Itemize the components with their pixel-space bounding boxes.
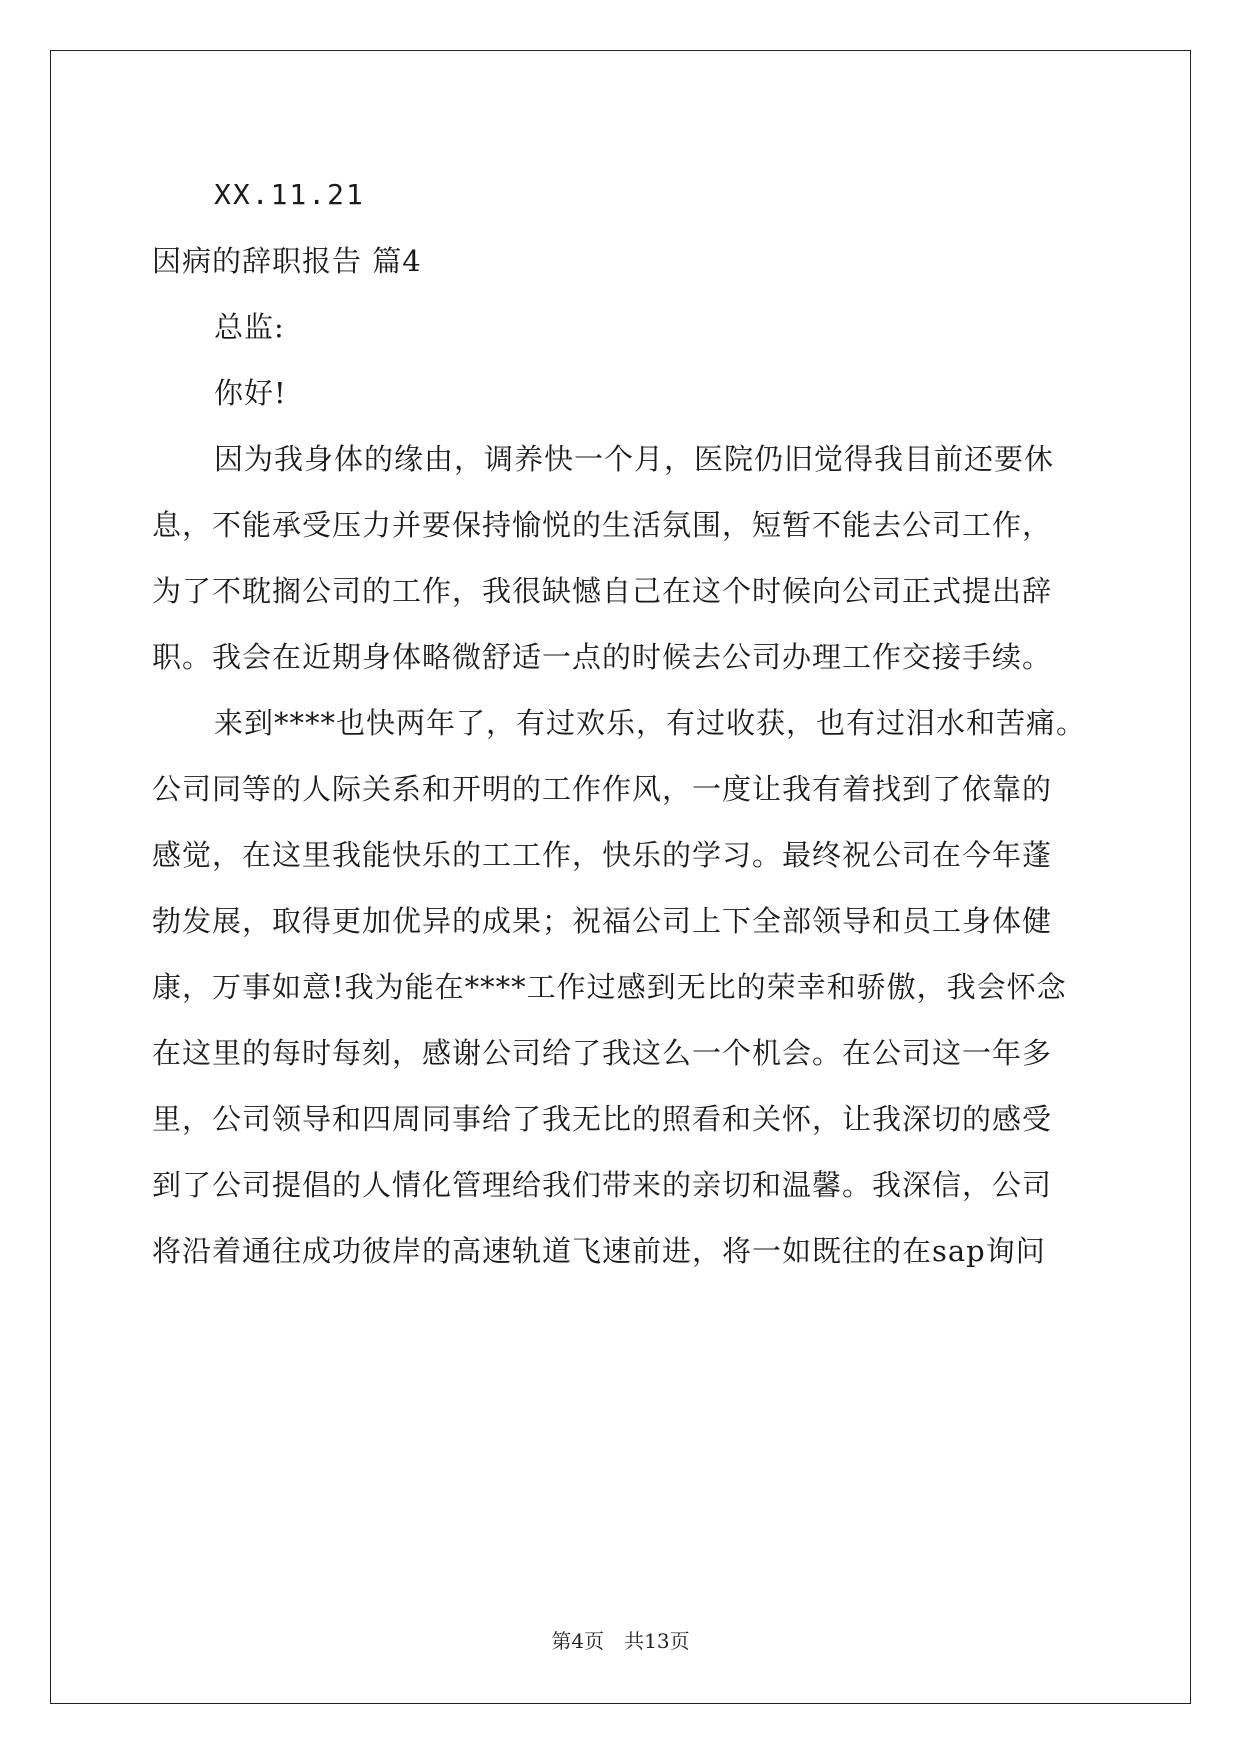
page-number-footer: 第4页 共13页 — [551, 1629, 690, 1653]
date-line: XX.11.21 — [214, 178, 365, 211]
document-body — [152, 162, 1092, 1284]
paragraph-line: 为了不耽搁公司的工作，我很缺憾自己在这个时候向公司正式提出辞 — [152, 574, 1053, 608]
paragraph-line: 勃发展，取得更加优异的成果；祝福公司上下全部领导和员工身体健 — [152, 904, 1053, 938]
paragraph-line: 息，不能承受压力并要保持愉悦的生活氛围，短暂不能去公司工作， — [152, 508, 1053, 542]
section-heading: 因病的辞职报告 篇4 — [152, 244, 422, 278]
paragraph-line: 将沿着通往成功彼岸的高速轨道飞速前进，将一如既往的在sap询问 — [152, 1234, 1046, 1268]
paragraph-1 — [152, 426, 1092, 690]
paragraph-line: 感觉，在这里我能快乐的工工作，快乐的学习。最终祝公司在今年蓬 — [152, 838, 1053, 872]
paragraph-line: 里，公司领导和四周同事给了我无比的照看和关怀，让我深切的感受 — [152, 1102, 1053, 1136]
paragraph-line: 到了公司提倡的人情化管理给我们带来的亲切和温馨。我深信，公司 — [152, 1168, 1053, 1202]
paragraph-line: 来到****也快两年了，有过欢乐，有过收获，也有过泪水和苦痛。 — [214, 706, 1087, 740]
paragraph-line: 因为我身体的缘由，调养快一个月，医院仍旧觉得我目前还要休 — [214, 442, 1055, 476]
paragraph-line: 公司同等的人际关系和开明的工作作风，一度让我有着找到了依靠的 — [152, 772, 1053, 806]
greeting: 你好! — [214, 376, 287, 410]
salutation: 总监: — [214, 310, 285, 344]
paragraph-line: 职。我会在近期身体略微舒适一点的时候去公司办理工作交接手续。 — [152, 640, 1053, 674]
paragraph-line: 在这里的每时每刻，感谢公司给了我这么一个机会。在公司这一年多 — [152, 1036, 1053, 1070]
paragraph-line: 康，万事如意!我为能在****工作过感到无比的荣幸和骄傲，我会怀念 — [152, 970, 1067, 1004]
paragraph-2 — [152, 690, 1092, 1284]
